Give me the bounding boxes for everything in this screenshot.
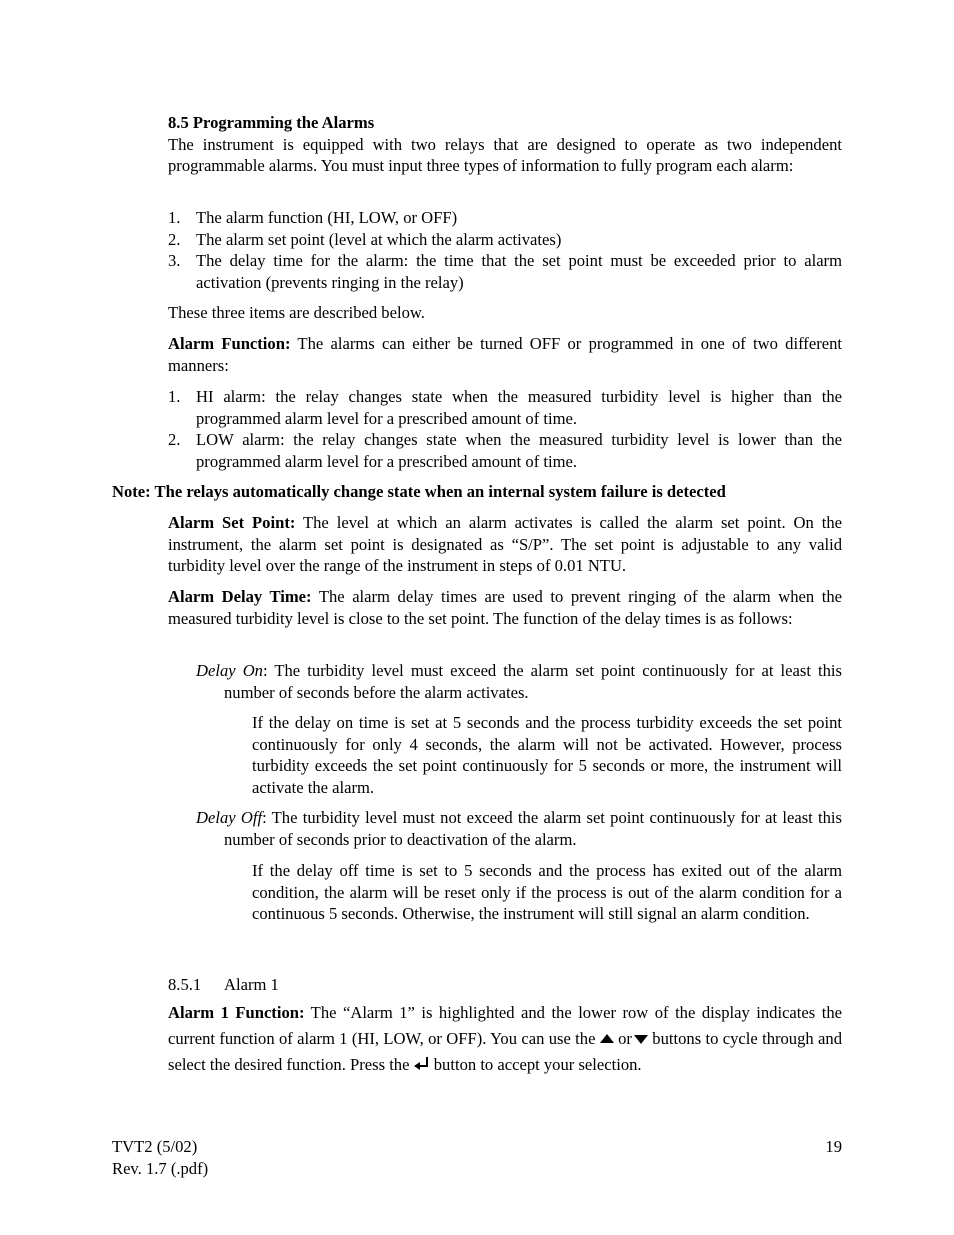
delay-off-label: Delay Off <box>196 808 263 827</box>
footer-doc-id: TVT2 (5/02) <box>112 1137 198 1156</box>
up-arrow-icon <box>600 1026 614 1052</box>
alarm-function-label: Alarm Function: <box>168 334 291 353</box>
section-heading: 8.5 Programming the Alarms <box>168 113 375 132</box>
list-item: 3. The delay time for the alarm: the time that the set point must be exceeded prior to alarm activation (prevents ringing in the relay) <box>168 251 842 292</box>
section-block <box>168 112 842 177</box>
delay-on-example: If the delay on time is set at 5 seconds and the process turbidity exceeds the set point continuously for only 4 seconds, the alarm will not be activated. However, process turbidity exceeds the set point continuously for 5 seconds or more, the instrument will activate the alarm. <box>252 713 842 797</box>
set-point-label: Alarm Set Point: <box>168 513 296 532</box>
system-failure-note: Note: The relays automatically change state when an internal system failure is detected <box>112 482 726 501</box>
delay-time-paragraph: Alarm Delay Time: The alarm delay times are used to prevent ringing of the alarm when the measured turbidity level is close to the set point. The function of the delay times is as follows: <box>168 587 842 628</box>
delay-off-paragraph: Delay Off: The turbidity level must not exceed the alarm set point continuously for at least this number of seconds prior to deactivation of the alarm. <box>196 808 843 849</box>
list-item: 2. LOW alarm: the relay changes state when the measured turbidity level is lower than the programmed alarm level for a prescribed amount of time. <box>168 430 842 471</box>
down-arrow-icon <box>632 1026 648 1052</box>
delay-on-label: Delay On <box>196 661 263 680</box>
list-item: 1. The alarm function (HI, LOW, or OFF) <box>168 208 458 227</box>
delay-time-label: Alarm Delay Time: <box>168 587 312 606</box>
subsection-heading <box>168 974 279 996</box>
alarm1-function-paragraph: Alarm 1 Function: The “Alarm 1” is highlighted and the lower row of the display indicates the current function of alarm 1 (HI, LOW, or OFF). You can use the or buttons to cycle through and select the desired function. Press the button to accept your selection. <box>168 1000 842 1078</box>
alarm-function-paragraph: Alarm Function: The alarms can either be turned OFF or programmed in one of two different manners: <box>168 334 842 375</box>
page-footer <box>112 1136 208 1179</box>
section-intro: The instrument is equipped with two relays that are designed to operate as two independent programmable alarms. You must input three types of information to fully program each alarm: <box>168 134 842 176</box>
set-point-paragraph: Alarm Set Point: The level at which an alarm activates is called the alarm set point. On the instrument, the alarm set point is designated as “S/P”. The set point is adjustable to any valid turbidity level over the range of the instrument in steps of 0.01 NTU. <box>168 513 842 576</box>
alarm-function-list <box>168 386 842 472</box>
info-list <box>168 207 842 293</box>
alarm1-function-label: Alarm 1 Function: <box>168 1003 305 1022</box>
footer-revision: Rev. 1.7 (.pdf) <box>112 1158 209 1178</box>
list-item: 1. HI alarm: the relay changes state when the measured turbidity level is higher than the programmed alarm level for a prescribed amount of time. <box>168 387 842 428</box>
delay-on-paragraph: Delay On: The turbidity level must exceed the alarm set point continuously for at least this number of seconds before the alarm activates. <box>196 661 842 702</box>
described-paragraph: These three items are described below. <box>168 303 425 322</box>
subsection-number: 8.5.1 <box>168 975 202 994</box>
delay-off-example: If the delay off time is set to 5 seconds and the process has exited out of the alarm condition, the alarm will be reset only if the process is out of the alarm condition for a continuous 5 seconds. Otherwise, the instrument will still signal an alarm condition. <box>252 861 842 924</box>
subsection-title: Alarm 1 <box>224 975 279 994</box>
page-number: 19 <box>825 1137 842 1156</box>
list-item: 2. The alarm set point (level at which the alarm activates) <box>168 229 562 249</box>
enter-icon <box>414 1052 430 1078</box>
